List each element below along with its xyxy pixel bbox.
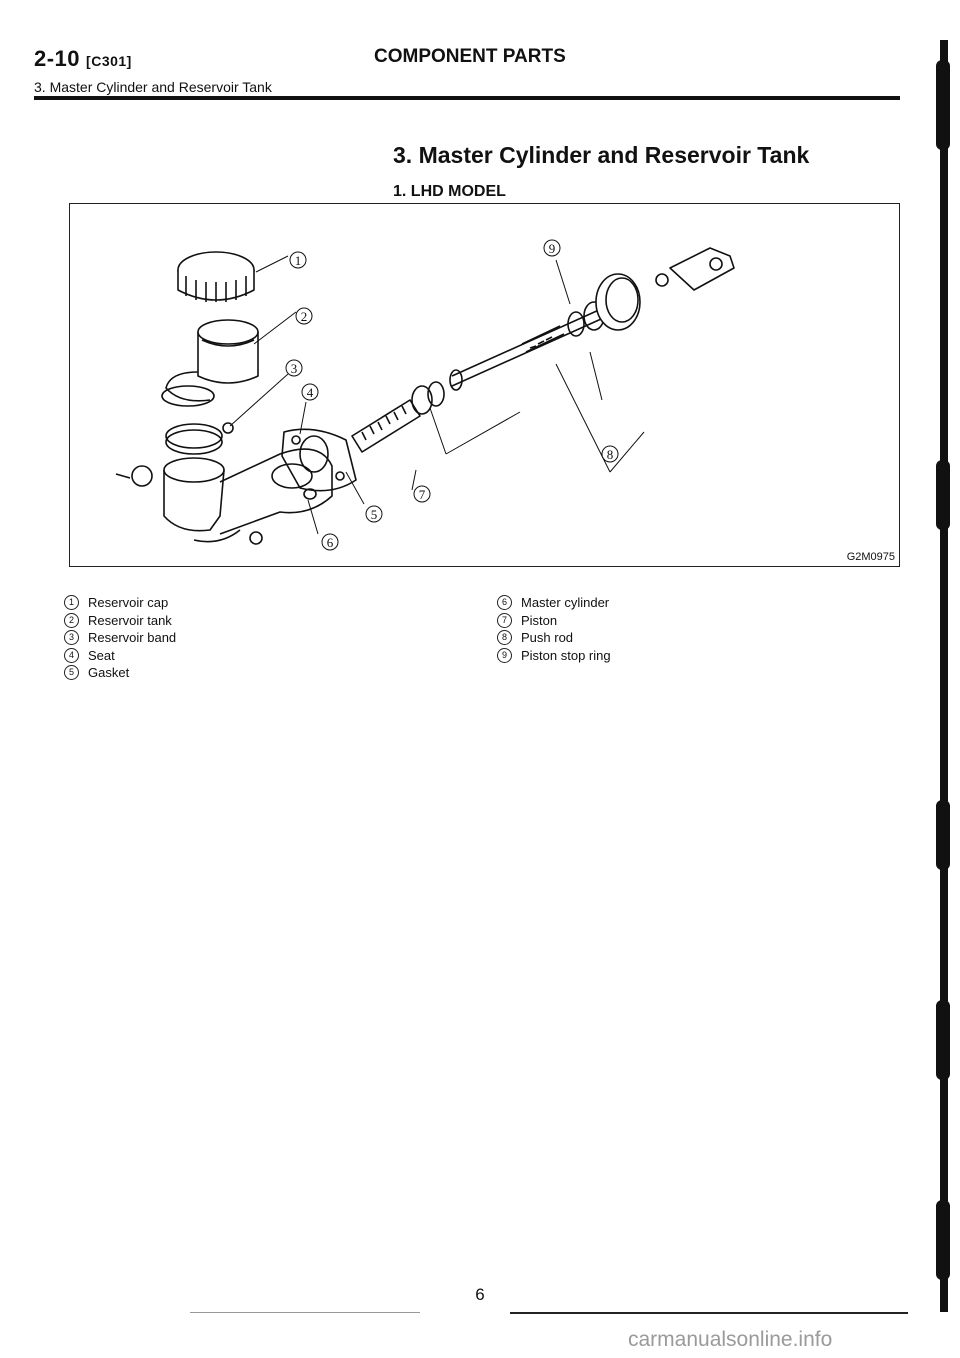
legend-label: Push rod (521, 630, 574, 645)
legend-item (497, 594, 611, 612)
footer-rule-left (190, 1312, 420, 1313)
callout-7-text: 7 (418, 487, 426, 502)
section-title: 3. Master Cylinder and Reservoir Tank (393, 142, 810, 168)
legend-label: Reservoir cap (88, 595, 169, 610)
piston-drawing (352, 382, 444, 452)
header-section-code (34, 46, 132, 72)
push-rod-drawing (450, 248, 734, 390)
callout-4 (302, 384, 318, 400)
exploded-diagram-drawing (70, 204, 901, 568)
callout-6 (322, 534, 338, 550)
callout-4-text: 4 (306, 385, 314, 400)
legend-label: Master cylinder (521, 595, 610, 610)
gasket-drawing (282, 429, 356, 490)
figure-id: G2M0975 (846, 551, 895, 563)
callout-3-text: 3 (290, 361, 298, 376)
legend-number: 9 (497, 648, 512, 663)
watermark: carmanualsonline.info (628, 1328, 833, 1351)
legend-label: Seat (88, 647, 115, 663)
legend-item (497, 612, 611, 630)
legend-label: Piston (521, 612, 558, 628)
legend-item (64, 594, 176, 612)
legend-item (497, 647, 611, 665)
callout-2-text: 2 (300, 309, 308, 324)
callout-2 (296, 308, 312, 324)
binding-tab (936, 60, 950, 150)
callout-5 (366, 506, 382, 522)
binding-tab (936, 460, 950, 530)
reservoir-band-drawing (166, 423, 233, 454)
binding-tab (936, 800, 950, 870)
callout-5-text: 5 (370, 507, 378, 522)
legend-label: Piston stop ring (521, 647, 611, 663)
legend-item (64, 629, 176, 647)
header-code-text: 2-10 (34, 46, 81, 71)
legend-item (64, 664, 176, 682)
legend-number: 2 (64, 613, 79, 628)
callout-7 (414, 486, 430, 502)
reservoir-tank-drawing (162, 320, 258, 406)
binding-edge (940, 40, 948, 1312)
callout-3 (286, 360, 302, 376)
callout-9-text: 9 (548, 241, 556, 256)
callout-1 (290, 252, 306, 268)
binding-tab (936, 1200, 950, 1280)
exploded-diagram-figure (69, 203, 900, 567)
legend-number: 7 (497, 613, 512, 628)
legend-number: 5 (64, 665, 79, 680)
reservoir-cap-drawing (178, 252, 254, 302)
callout-9 (544, 240, 560, 256)
callout-1-text: 1 (294, 253, 302, 268)
footer-rule (510, 1312, 908, 1314)
legend-number: 4 (64, 648, 79, 663)
header-rule (34, 96, 900, 100)
callout-6-text: 6 (326, 535, 334, 550)
legend-number: 8 (497, 630, 512, 645)
legend-label: Gasket (88, 665, 130, 680)
header-tag: [C301] (86, 53, 132, 69)
legend-number: 1 (64, 595, 79, 610)
legend-label: Reservoir band (88, 630, 177, 645)
leader-lines (230, 256, 644, 534)
legend-item (64, 647, 176, 665)
legend-item (497, 629, 611, 647)
legend-right-column (497, 594, 611, 664)
master-cylinder-drawing (116, 449, 332, 544)
legend-left-column (64, 594, 176, 682)
callout-8-text: 8 (606, 447, 614, 462)
header-subtitle: 3. Master Cylinder and Reservoir Tank (34, 79, 272, 95)
binding-tab (936, 1000, 950, 1080)
legend-label: Reservoir tank (88, 612, 172, 628)
page-number: 6 (475, 1285, 485, 1304)
legend-number: 6 (497, 595, 512, 610)
callout-8 (602, 446, 618, 462)
legend-number: 3 (64, 630, 79, 645)
section-subtitle: 1. LHD MODEL (393, 183, 506, 200)
legend-item (64, 612, 176, 630)
header-title: COMPONENT PARTS (374, 46, 566, 67)
